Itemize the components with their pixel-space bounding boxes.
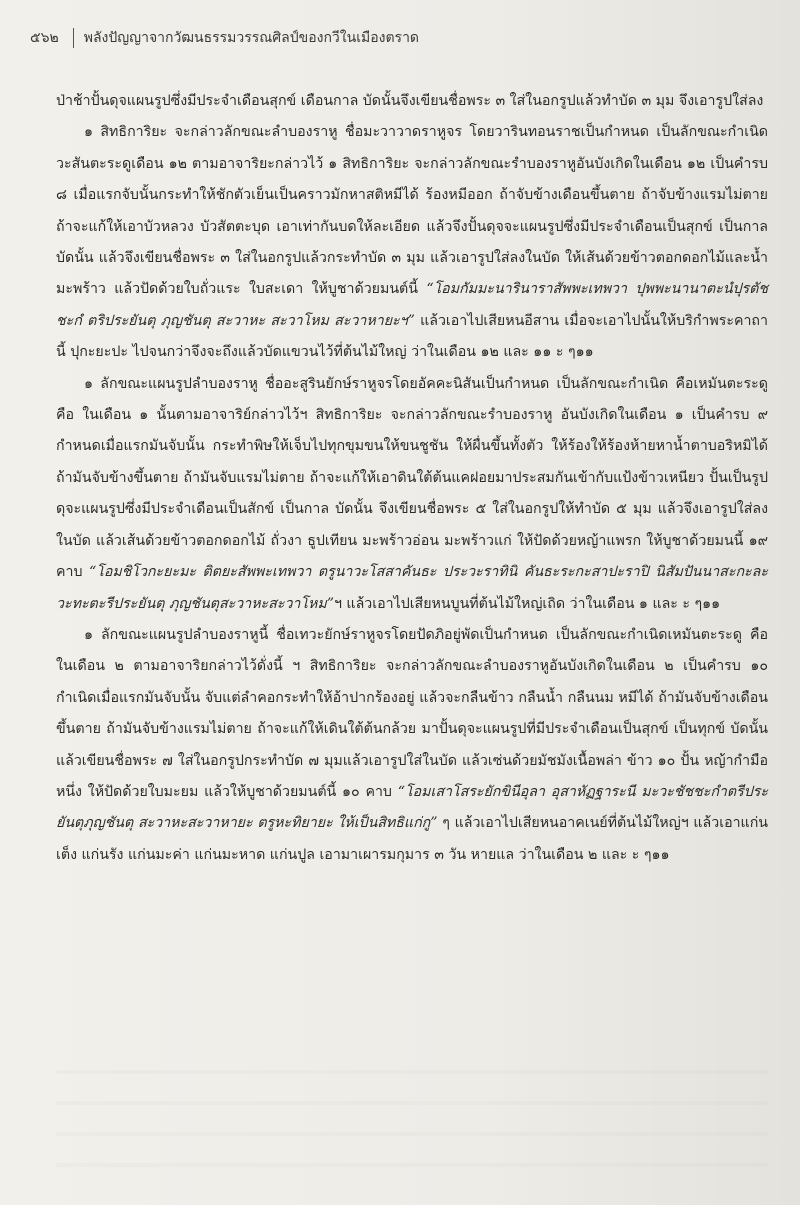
paragraph-text: ๑ ลักขณะแผนรูปลำบองราหู ชื่ออะสูรินยักษ์ราหูจรโดยอัคคะนิสันเป็นกำหนด เป็นลักขณะกำเนิด คือเหมันตะระดู คือ ในเดือน ๑ นั้นตามอาจาริย์กล่าวไว้ฯ สิทธิการิยะ จะกล่าวลักขณะรำบองราหู อันบังเกิดในเดือน ๑ เป็นคำรบ ๙ กำหนดเมื่อแรกมันจับนั้น กระทำพิษให้เจ็บไปทุกขุมขนให้ขนชูชัน ให้ผื่นขึ้นทั้งตัว ให้ร้องให้ร้องห้ายหาน้ำตาบอริหมิได้ ถ้ามันจับข้างขึ้นตาย ถ้ามันจับแรมไม่ตาย ถ้าจะแก้ให้เอาดินใต้ต้นแคฝอยมาประสมกันเข้ากับแป้งข้าวเหนียว ปั้นเป็นรูปดุจะแผนรูปซึ่งมีประจำเดือนเป็นสักข์ เป็นกาล บัดนั้น จึงเขียนชื่อพระ ๕ ใส่ในอกรูปให้ทำบัด ๕ มุม แล้วจึงเอารูปใส่ลงในบัด แล้วเส้นด้วยข้าวตอกดอกไม้ ถั่วงา ธูปเทียน มะพร้าวอ่อน มะพร้าวแก่ ให้ปัดด้วยหญ้าแพรก ให้บูชาด้วยมนนี้ ๑๙ คาบ	[56, 375, 768, 581]
paragraph-text: แล้วเอาไปเสียหนอีสาน เมื่อจะเอาไปนั้นให้บริกำพระคาถานี้ ปุกะยะปะ ไปจนกว่าจึงจะถึงแล้วบัดแขวนไว้ที่ต้นไม้ใหญ่ ว่าในเดือน ๑๒ และ ๑๑ ะ ๆ๑๑	[56, 312, 768, 361]
show-through-text	[56, 1070, 768, 1180]
paragraph	[56, 620, 768, 871]
paragraph-text: ๑ สิทธิการิยะ จะกล่าวลักขณะลำบองราหู ชื่อมะวาวาดราหูจร โดยวารินทอนราชเป็นกำหนด เป็นลักขณะกำเนิดวะสันตะระดูเดือน ๑๒ ตามอาจาริยะกล่าวไว้ ๑ สิทธิการิยะ จะกล่าวลักขณะรำบองราหูอันบังเกิดในเดือน ๑๒ เป็นคำรบ ๘ เมื่อแรกจับนั้นกระทำให้ชักตัวเย็นเป็นคราวมักหาสติหมีได้ ร้องหมีออก ถ้าจับข้างเดือนขึ้นตาย ถ้าจับข้างแรมไม่ตาย ถ้าจะแก้ให้เอาบัวหลวง บัวสัตตะบุด เอาเท่ากันบดให้ละเอียด แล้วจึงปั้นดุจจะแผนรูปซึ่งมีประจำเดือนเป็นสุกข์ เป็นกาล บัดนั้น แล้วจึงเขียนชื่อพระ ๓ ใส่ในอกรูปแล้วกระทำบัด ๓ มุม แล้วเอารูปใส่ลงในบัด ให้เส้นด้วยข้าวตอกดอกไม้และน้ำมะพร้าว แล้วปัดด้วยใบถั่วแระ ใบสะเดา ให้บูชาด้วยมนต์นี้	[56, 124, 768, 298]
paragraph	[56, 369, 768, 620]
page-number: ๕๖๒	[30, 30, 59, 46]
page-body	[56, 86, 768, 871]
mantra-text: “โอมเสาโสระยักขินีอุลา อุสาหัฏฐาระนี มะวะชัชชะกำตรีประยันตุภุญชันตุ สะวาหะสะวาหายะ ตรูหะทิยายะ ให้เป็นสิทธิแก่กู”	[56, 783, 768, 832]
paragraph-text: ฯ แล้วเอาไปเสียหนบูนที่ต้นไม้ใหญ่เถิด ว่าในเดือน ๑ และ ะ ๆ๑๑	[333, 595, 721, 612]
mantra-text: “โอมกัมมะนารินาราสัพพะเทพวา ปุพพะนานาตะนํปุรตัชชะกํ ตริประยันตุ ภุญชันตุ สะวาหะ สะวาโหม สะวาหายะฯ”	[56, 281, 769, 329]
book-title: พลังปัญญาจากวัฒนธรรมวรรณศิลป์ของกวีในเมืองตราด	[83, 30, 420, 46]
mantra-text: “โอมชิโวกะยะมะ ติตยะสัพพะเทพวา ตรูนาวะโสสาคันธะ ประวะราทินิ คันธะระกะสาปะราปิ นิสัมปันนาสะกะละวะทะตะรีประยันตุ ภุญชันตุสะวาหะสะวาโหม”	[56, 564, 768, 612]
paragraph	[56, 117, 768, 368]
paragraph-text: ๑ ลักขณะแผนรูปลำบองราหูนี้ ชื่อเทวะยักษ์ราหูจรโดยปัดภิอยู่พัดเป็นกำหนด เป็นลักขณะกำเนิดเหมันตะระดู คือ ในเดือน ๒ ตามอาจาริยกล่าวไว้ดั่งนี้ ฯ สิทธิการิยะ จะกล่าวลักขณะลำบองราหูอันบังเกิดในเดือน ๒ เป็นคำรบ ๑๐ กำเนิดเมื่อแรกมันจับนั้น จับแต่ลำคอกระทำให้อ้าปากร้องอยู่ แล้วจะกลืนข้าว กลืนน้ำ กลืนนม หมีได้ ถ้ามันจับข้างเดือนขึ้นตาย ถ้ามันจับข้างแรมไม่ตาย ถ้าจะแก้ให้เดินใต้ต้นกล้วย มาปั้นดุจะแผนรูปที่มีประจำเดือนเป็นสุกข์ เป็นทุกข์ บัดนั้น แล้วเขียนชื่อพระ ๗ ใส่ในอกรูปกระทำบัด ๗ มุมแล้วเอารูปใส่ในบัด แล้วเซ่นด้วยมัชมังเนื้อพล่า ข้าว ๑๐ ปั้น หญ้ากำมือหนึ่ง ให้ปัดด้วยใบมะยม แล้วให้บูชาด้วยมนต์นี้ ๑๐ คาบ	[56, 626, 768, 800]
paragraph	[56, 86, 768, 117]
paragraph-text: ๆ แล้วเอาไปเสียหนอาคเนย์ที่ต้นไม้ใหญ่ฯ แล้วเอาแก่นเต็ง แก่นรัง แก่นมะค่า แก่นมะหาด แก่นปูล เอามาเผารมกุมาร ๓ วัน หายแล ว่าในเดือน ๒ และ ะ ๆ๑๑	[56, 815, 768, 863]
paragraph-text: ป่าช้าปั้นดุจแผนรูปซึ่งมีประจำเดือนสุกข์ เดือนกาล บัดนั้นจึงเขียนชื่อพระ ๓ ใส่ในอกรูปแล้วทำบัด ๓ มุม จึงเอารูปใส่ลง	[56, 93, 764, 109]
header-divider	[73, 28, 74, 48]
page-header	[30, 22, 770, 54]
